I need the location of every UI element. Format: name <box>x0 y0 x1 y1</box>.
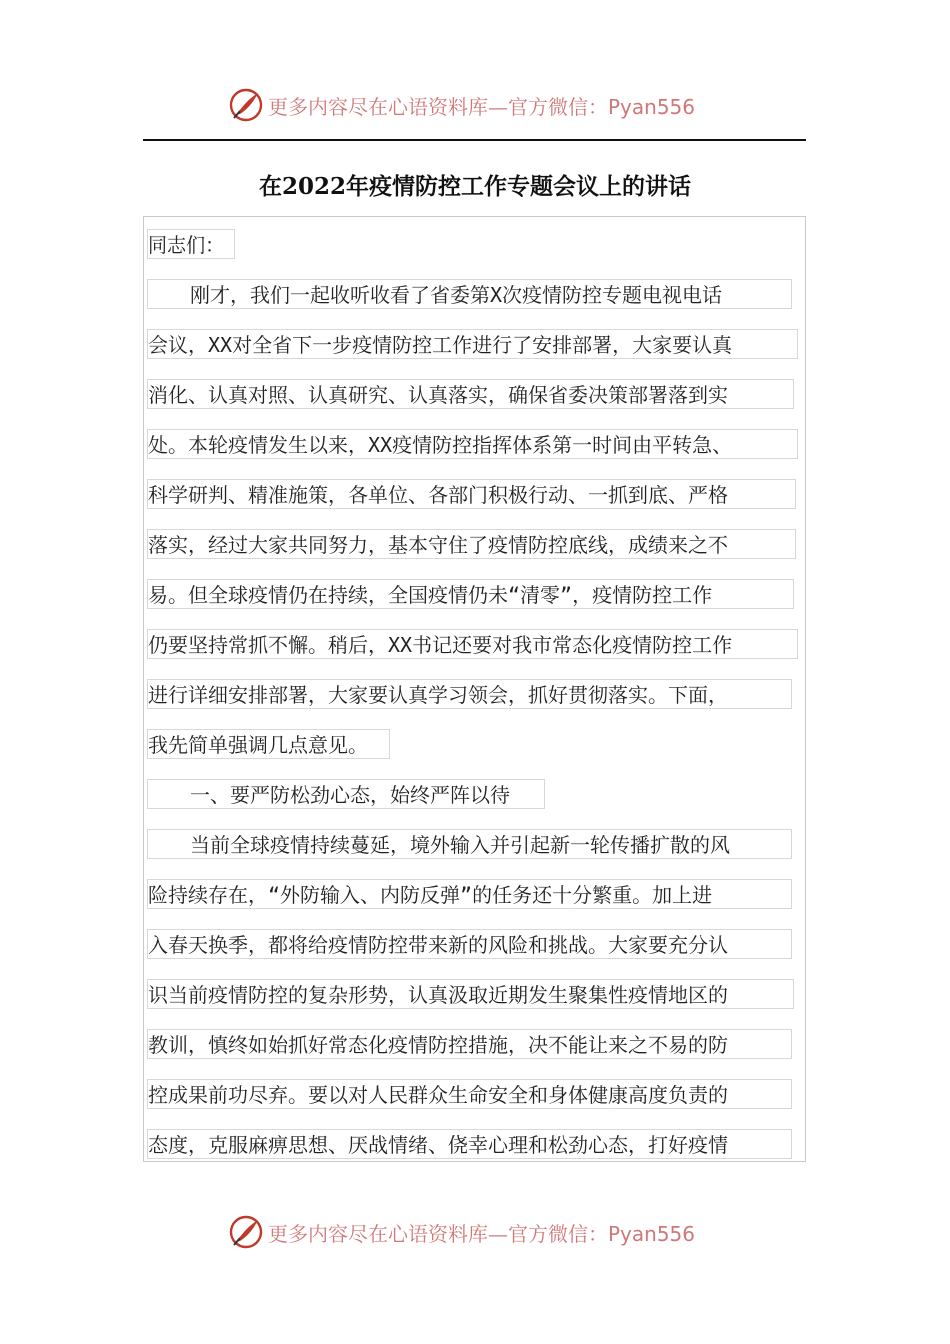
text-line: 态度，克服麻痹思想、厌战情绪、侥幸心理和松劲心态，打好疫情 <box>147 1129 792 1159</box>
text-line: 处。本轮疫情发生以来，XX疫情防控指挥体系第一时间由平转急、 <box>147 429 798 459</box>
header-divider <box>143 139 806 141</box>
banner-dash: — <box>488 94 508 119</box>
text-line: 刚才，我们一起收听收看了省委第X次疫情防控专题电视电话 <box>147 279 792 309</box>
text-line: 易。但全球疫情仍在持续，全国疫情仍未“清零”，疫情防控工作 <box>147 579 794 609</box>
text-line: 仍要坚持常抓不懈。稍后，XX书记还要对我市常态化疫情防控工作 <box>147 629 798 659</box>
banner-brand: 更多内容尽在心语资料库 <box>268 1221 488 1246</box>
feather-pen-logo-icon <box>228 87 264 123</box>
text-line: 我先简单强调几点意见。 <box>147 729 390 759</box>
banner-contact-id: Pyan556 <box>608 1221 696 1246</box>
text-line: 入春天换季，都将给疫情防控带来新的风险和挑战。大家要充分认 <box>147 929 792 959</box>
text-line: 科学研判、精准施策，各单位、各部门积极行动、一抓到底、严格 <box>147 479 796 509</box>
banner-dash: — <box>488 1221 508 1246</box>
document-title: 在2022年疫情防控工作专题会议上的讲话 <box>258 173 691 200</box>
text-line: 识当前疫情防控的复杂形势，认真汲取近期发生聚集性疫情地区的 <box>147 979 794 1009</box>
banner-text <box>268 1218 695 1247</box>
banner-text <box>268 91 695 120</box>
banner-brand: 更多内容尽在心语资料库 <box>268 94 488 119</box>
text-line: 会议，XX对全省下一步疫情防控工作进行了安排部署，大家要认真 <box>147 329 798 359</box>
text-line: 消化、认真对照、认真研究、认真落实，确保省委决策部署落到实 <box>147 379 794 409</box>
text-line: 险持续存在，“外防输入、内防反弹”的任务还十分繁重。加上进 <box>147 879 792 909</box>
text-line: 同志们： <box>147 229 235 259</box>
footer-banner <box>0 1212 950 1252</box>
feather-pen-logo-icon <box>228 1214 264 1250</box>
text-line: 控成果前功尽弃。要以对人民群众生命安全和身体健康高度负责的 <box>147 1079 792 1109</box>
banner-contact-label: 官方微信： <box>508 94 608 119</box>
header-banner <box>0 85 950 125</box>
banner-contact-id: Pyan556 <box>608 94 696 119</box>
text-line: 落实，经过大家共同努力，基本守住了疫情防控底线，成绩来之不 <box>147 529 796 559</box>
banner-contact-label: 官方微信： <box>508 1221 608 1246</box>
text-line: 当前全球疫情持续蔓延，境外输入并引起新一轮传播扩散的风 <box>147 829 792 859</box>
text-line: 教训，慎终如始抓好常态化疫情防控措施，决不能让来之不易的防 <box>147 1029 792 1059</box>
section-heading: 一、要严防松劲心态，始终严阵以待 <box>147 779 545 809</box>
text-line: 进行详细安排部署，大家要认真学习领会，抓好贯彻落实。下面， <box>147 679 792 709</box>
